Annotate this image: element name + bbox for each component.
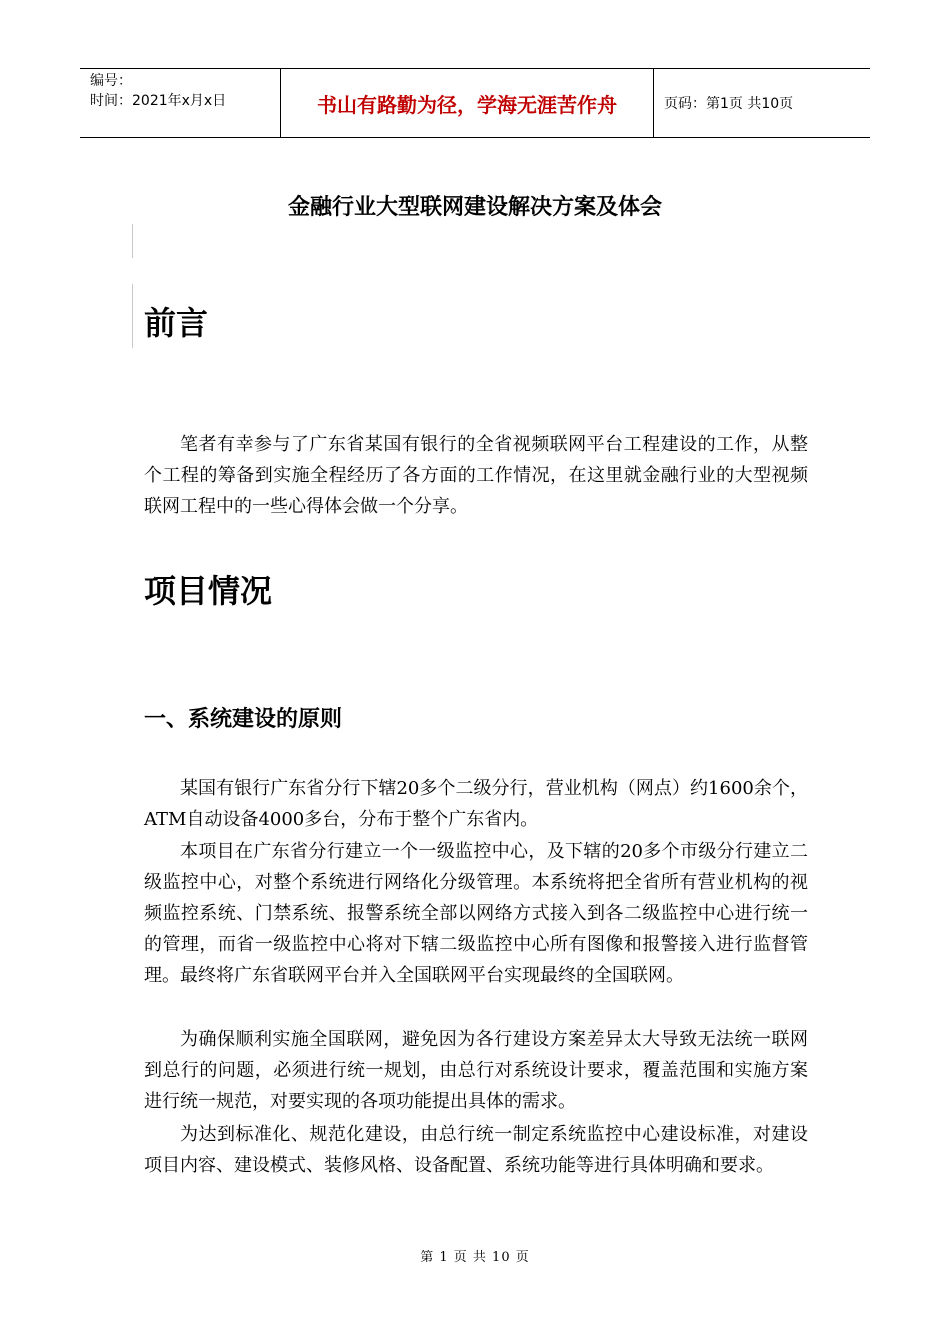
preface-heading: 前言	[144, 304, 209, 342]
body-paragraph: 为确保顺利实施全国联网，避免因为各行建设方案差异太大导致无法统一联网到总行的问题，必须进行统一规划，由总行对系统设计要求，覆盖范围和实施方案进行统一规范，对要实现的各项功能提出具体的需求。	[144, 1029, 808, 1112]
page-footer: 第 1 页 共 10 页	[420, 1250, 530, 1265]
header-page-info: 页码：第1页 共10页	[664, 96, 794, 112]
header-meta	[80, 69, 281, 137]
body-paragraph: 为达到标准化、规范化建设，由总行统一制定系统监控中心建设标准，对建设项目内容、建设模式、装修风格、设备配置、系统功能等进行具体明确和要求。	[144, 1124, 808, 1176]
preface-paragraph: 笔者有幸参与了广东省某国有银行的全省视频联网平台工程建设的工作，从整个工程的筹备到实施全程经历了各方面的工作情况，在这里就金融行业的大型视频联网工程中的一些心得体会做一个分享。	[144, 434, 808, 517]
project-heading: 项目情况	[144, 572, 273, 610]
body-paragraph: 本项目在广东省分行建立一个一级监控中心，及下辖的20多个市级分行建立二级监控中心，对整个系统进行网络化分级管理。本系统将把全省所有营业机构的视频监控系统、门禁系统、报警系统全部以网络方式接入到各二级监控中心进行统一的管理，而省一级监控中心将对下辖二级监控中心所有图像和报警接入进行监督管理。最终将广东省联网平台并入全国联网平台实现最终的全国联网。	[144, 841, 808, 986]
page-header	[80, 68, 870, 138]
document-number-label: 编号：	[90, 73, 132, 89]
margin-mark	[132, 284, 133, 348]
section1-heading: 一、系统建设的原则	[144, 707, 343, 732]
body-paragraph: 某国有银行广东省分行下辖20多个二级分行，营业机构（网点）约1600余个，ATM自动设备4000多台，分布于整个广东省内。	[144, 778, 808, 830]
document-title: 金融行业大型联网建设解决方案及体会	[287, 195, 662, 220]
header-motto: 书山有路勤为径，学海无涯苦作舟	[281, 69, 654, 137]
document-time-label: 时间：2021年x月x日	[90, 93, 227, 109]
margin-mark	[132, 224, 133, 258]
